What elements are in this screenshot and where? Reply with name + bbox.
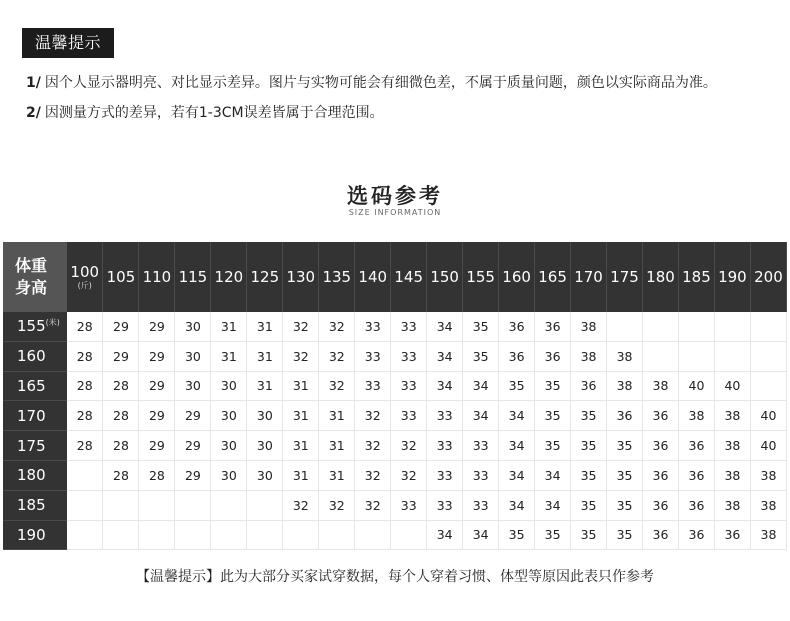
weight-header: [283, 242, 319, 312]
weight-value: 160: [502, 268, 531, 286]
size-cell: 30: [247, 431, 283, 461]
size-cell: 33: [427, 431, 463, 461]
size-cell: [67, 460, 103, 490]
size-cell: 40: [678, 371, 714, 401]
size-cell: 34: [427, 520, 463, 550]
size-cell: [247, 490, 283, 520]
bottom-note: 【温馨提示】此为大部分买家试穿数据，每个人穿着习惯、体型等原因此表只作参考: [136, 569, 654, 585]
size-cell: 38: [607, 371, 643, 401]
height-value: 165: [17, 376, 46, 395]
size-cell: 29: [175, 431, 211, 461]
weight-value: 155: [466, 268, 495, 286]
height-value: 180: [17, 466, 46, 485]
size-cell: 33: [427, 490, 463, 520]
height-header: [3, 460, 67, 490]
size-cell: 32: [355, 401, 391, 431]
size-cell: 29: [103, 341, 139, 371]
size-cell: 31: [319, 460, 355, 490]
height-value: 155: [17, 317, 46, 336]
size-cell: 29: [103, 312, 139, 341]
size-cell: [319, 520, 355, 550]
size-cell: 34: [463, 371, 499, 401]
size-cell: 29: [139, 401, 175, 431]
size-cell: 33: [391, 312, 427, 341]
corner-header: [3, 242, 67, 312]
size-cell: 28: [67, 371, 103, 401]
size-cell: 36: [678, 460, 714, 490]
size-cell: 35: [607, 490, 643, 520]
weight-value: 115: [178, 268, 208, 286]
size-cell: 38: [571, 312, 607, 341]
size-cell: 30: [211, 401, 247, 431]
size-cell: 32: [319, 341, 355, 371]
weight-header: [355, 242, 391, 312]
corner-weight-label: 体重: [15, 256, 48, 275]
size-cell: 33: [427, 460, 463, 490]
weight-header: [319, 242, 355, 312]
size-cell: 28: [103, 460, 139, 490]
size-cell: 32: [283, 341, 319, 371]
corner-height-label: 身高: [15, 278, 48, 297]
size-cell: [247, 520, 283, 550]
weight-header: [103, 242, 139, 312]
size-cell: 35: [535, 431, 571, 461]
table-row: [3, 371, 787, 401]
size-cell: 33: [391, 371, 427, 401]
size-cell: 32: [319, 490, 355, 520]
weight-value: 145: [394, 268, 424, 286]
size-cell: [750, 371, 786, 401]
size-cell: 34: [535, 490, 571, 520]
size-cell: [175, 490, 211, 520]
size-cell: 36: [571, 371, 607, 401]
weight-header: [463, 242, 499, 312]
size-cell: 30: [175, 371, 211, 401]
size-cell: 34: [499, 401, 535, 431]
size-cell: 32: [355, 460, 391, 490]
height-value: 175: [17, 436, 46, 455]
weight-value: 165: [538, 268, 567, 286]
size-cell: 28: [67, 401, 103, 431]
size-cell: 38: [750, 460, 786, 490]
size-cell: 28: [67, 341, 103, 371]
tip-badge: 温馨提示: [22, 28, 114, 58]
size-cell: 36: [643, 401, 679, 431]
size-cell: 36: [499, 312, 535, 341]
weight-header: [607, 242, 643, 312]
size-cell: 31: [319, 431, 355, 461]
size-cell: 32: [319, 312, 355, 341]
size-cell: 35: [535, 520, 571, 550]
size-cell: 34: [535, 460, 571, 490]
size-cell: 31: [247, 341, 283, 371]
weight-value: 175: [610, 268, 639, 286]
size-cell: 38: [750, 490, 786, 520]
size-cell: [607, 312, 643, 341]
size-cell: 32: [391, 431, 427, 461]
height-header: [3, 312, 67, 341]
weight-header: [499, 242, 535, 312]
height-header: [3, 371, 67, 401]
size-cell: 38: [714, 401, 750, 431]
size-cell: 33: [463, 460, 499, 490]
weight-header: [535, 242, 571, 312]
weight-value: 170: [574, 268, 603, 286]
height-header: [3, 431, 67, 461]
size-cell: 38: [643, 371, 679, 401]
weight-value: 200: [754, 268, 783, 286]
size-cell: 35: [571, 460, 607, 490]
size-cell: 33: [391, 401, 427, 431]
note-number: 2/: [26, 105, 41, 121]
weight-value: 150: [430, 268, 459, 286]
weight-unit: (斤): [77, 281, 92, 290]
size-cell: [139, 520, 175, 550]
size-cell: 36: [607, 401, 643, 431]
size-cell: [67, 520, 103, 550]
section-title: 选码参考: [347, 184, 443, 208]
size-cell: 36: [643, 431, 679, 461]
size-cell: [643, 312, 679, 341]
size-cell: [139, 490, 175, 520]
size-cell: 31: [283, 401, 319, 431]
weight-value: 140: [358, 268, 388, 286]
size-cell: [643, 341, 679, 371]
size-cell: 33: [463, 431, 499, 461]
size-cell: 34: [499, 460, 535, 490]
size-cell: 31: [247, 312, 283, 341]
weight-header: [714, 242, 750, 312]
size-cell: 38: [750, 520, 786, 550]
height-header: [3, 490, 67, 520]
note-1: [26, 72, 717, 92]
size-cell: 33: [427, 401, 463, 431]
table-row: [3, 460, 787, 490]
weight-value: 130: [286, 268, 316, 286]
size-cell: 29: [175, 401, 211, 431]
size-cell: 30: [175, 341, 211, 371]
size-cell: 33: [391, 490, 427, 520]
size-cell: [283, 520, 319, 550]
size-cell: 31: [247, 371, 283, 401]
size-cell: [103, 520, 139, 550]
size-cell: [750, 341, 786, 371]
weight-header: [67, 242, 103, 312]
size-cell: 30: [211, 460, 247, 490]
weight-value: 125: [250, 268, 280, 286]
size-cell: 36: [643, 520, 679, 550]
weight-value: 120: [214, 268, 244, 286]
size-cell: [67, 490, 103, 520]
size-cell: 30: [247, 401, 283, 431]
size-cell: 35: [571, 490, 607, 520]
size-cell: 36: [643, 490, 679, 520]
size-cell: 34: [463, 401, 499, 431]
table-row: [3, 520, 787, 550]
size-cell: 32: [319, 371, 355, 401]
size-cell: 32: [355, 490, 391, 520]
size-cell: [714, 341, 750, 371]
size-cell: 31: [211, 341, 247, 371]
size-cell: 36: [643, 460, 679, 490]
size-cell: 38: [714, 490, 750, 520]
table-header-row: [3, 242, 787, 312]
size-cell: [391, 520, 427, 550]
note-text: 因个人显示器明亮、对比显示差异。图片与实物可能会有细微色差，不属于质量问题，颜色以实际商品为准。: [44, 75, 717, 91]
height-header: [3, 401, 67, 431]
size-cell: 30: [211, 371, 247, 401]
note-number: 1/: [26, 75, 41, 91]
size-cell: 35: [499, 371, 535, 401]
size-cell: 35: [571, 520, 607, 550]
section-subtitle: SIZE INFORMATION: [348, 208, 442, 217]
weight-header: [643, 242, 679, 312]
size-cell: 38: [714, 431, 750, 461]
weight-header: [175, 242, 211, 312]
size-cell: 29: [139, 341, 175, 371]
size-cell: 35: [607, 460, 643, 490]
size-cell: 35: [607, 431, 643, 461]
size-cell: 34: [499, 431, 535, 461]
size-cell: 32: [283, 312, 319, 341]
size-cell: 34: [427, 371, 463, 401]
size-cell: [678, 341, 714, 371]
size-cell: 35: [571, 401, 607, 431]
height-header: [3, 520, 67, 550]
size-cell: 29: [139, 431, 175, 461]
size-cell: 38: [714, 460, 750, 490]
size-cell: 31: [283, 431, 319, 461]
size-cell: [103, 490, 139, 520]
size-cell: 30: [211, 431, 247, 461]
size-cell: [211, 520, 247, 550]
size-cell: 35: [607, 520, 643, 550]
weight-value: 105: [106, 268, 136, 286]
size-cell: 32: [355, 431, 391, 461]
size-cell: 32: [283, 490, 319, 520]
weight-value: 180: [646, 268, 675, 286]
size-cell: 35: [463, 312, 499, 341]
size-cell: 28: [67, 431, 103, 461]
size-cell: [355, 520, 391, 550]
size-cell: 35: [499, 520, 535, 550]
table-row: [3, 312, 787, 341]
size-cell: 31: [319, 401, 355, 431]
size-cell: 40: [750, 431, 786, 461]
height-value: 160: [17, 347, 46, 366]
size-cell: 29: [139, 312, 175, 341]
size-cell: 35: [571, 431, 607, 461]
size-cell: 29: [175, 460, 211, 490]
size-cell: 38: [607, 341, 643, 371]
size-cell: 36: [535, 341, 571, 371]
size-cell: 31: [283, 460, 319, 490]
size-cell: 40: [750, 401, 786, 431]
size-cell: 28: [103, 431, 139, 461]
size-cell: [714, 312, 750, 341]
weight-header: [678, 242, 714, 312]
size-cell: 28: [67, 312, 103, 341]
weight-value: 135: [322, 268, 352, 286]
size-cell: 36: [499, 341, 535, 371]
size-cell: 32: [391, 460, 427, 490]
size-cell: 35: [463, 341, 499, 371]
weight-value: 110: [142, 268, 172, 286]
weight-header: [750, 242, 786, 312]
size-cell: [175, 520, 211, 550]
size-cell: 34: [499, 490, 535, 520]
size-cell: 33: [355, 371, 391, 401]
size-cell: 30: [175, 312, 211, 341]
weight-header: [571, 242, 607, 312]
weight-header: [211, 242, 247, 312]
height-value: 170: [17, 406, 46, 425]
height-unit: (米): [45, 318, 60, 328]
size-cell: 33: [391, 341, 427, 371]
size-cell: 35: [535, 401, 571, 431]
height-header: [3, 341, 67, 371]
size-cell: 34: [463, 520, 499, 550]
weight-value: 185: [682, 268, 711, 286]
table-row: [3, 431, 787, 461]
size-cell: 36: [678, 490, 714, 520]
size-cell: [211, 490, 247, 520]
weight-value: 190: [718, 268, 747, 286]
size-cell: 28: [103, 371, 139, 401]
size-cell: [750, 312, 786, 341]
size-cell: 33: [463, 490, 499, 520]
weight-header: [139, 242, 175, 312]
note-text: 因测量方式的差异，若有1-3CM误差皆属于合理范围。: [44, 105, 384, 121]
height-value: 185: [17, 496, 46, 515]
size-cell: 38: [678, 401, 714, 431]
size-cell: 36: [535, 312, 571, 341]
table-row: [3, 490, 787, 520]
size-cell: 33: [355, 341, 391, 371]
size-cell: 34: [427, 341, 463, 371]
size-cell: 35: [535, 371, 571, 401]
size-cell: 36: [714, 520, 750, 550]
size-cell: 30: [247, 460, 283, 490]
size-cell: 33: [355, 312, 391, 341]
size-cell: 28: [139, 460, 175, 490]
size-cell: 28: [103, 401, 139, 431]
size-cell: 34: [427, 312, 463, 341]
size-cell: 31: [211, 312, 247, 341]
size-cell: 31: [283, 371, 319, 401]
note-2: [26, 102, 384, 122]
size-cell: 40: [714, 371, 750, 401]
weight-header: [391, 242, 427, 312]
weight-value: 100: [70, 263, 100, 281]
size-cell: 38: [571, 341, 607, 371]
size-cell: 36: [678, 520, 714, 550]
weight-header: [247, 242, 283, 312]
size-cell: [678, 312, 714, 341]
weight-header: [427, 242, 463, 312]
table-row: [3, 401, 787, 431]
size-cell: 36: [678, 431, 714, 461]
size-cell: 29: [139, 371, 175, 401]
height-value: 190: [17, 525, 46, 544]
size-chart-table: [3, 242, 787, 550]
table-row: [3, 341, 787, 371]
